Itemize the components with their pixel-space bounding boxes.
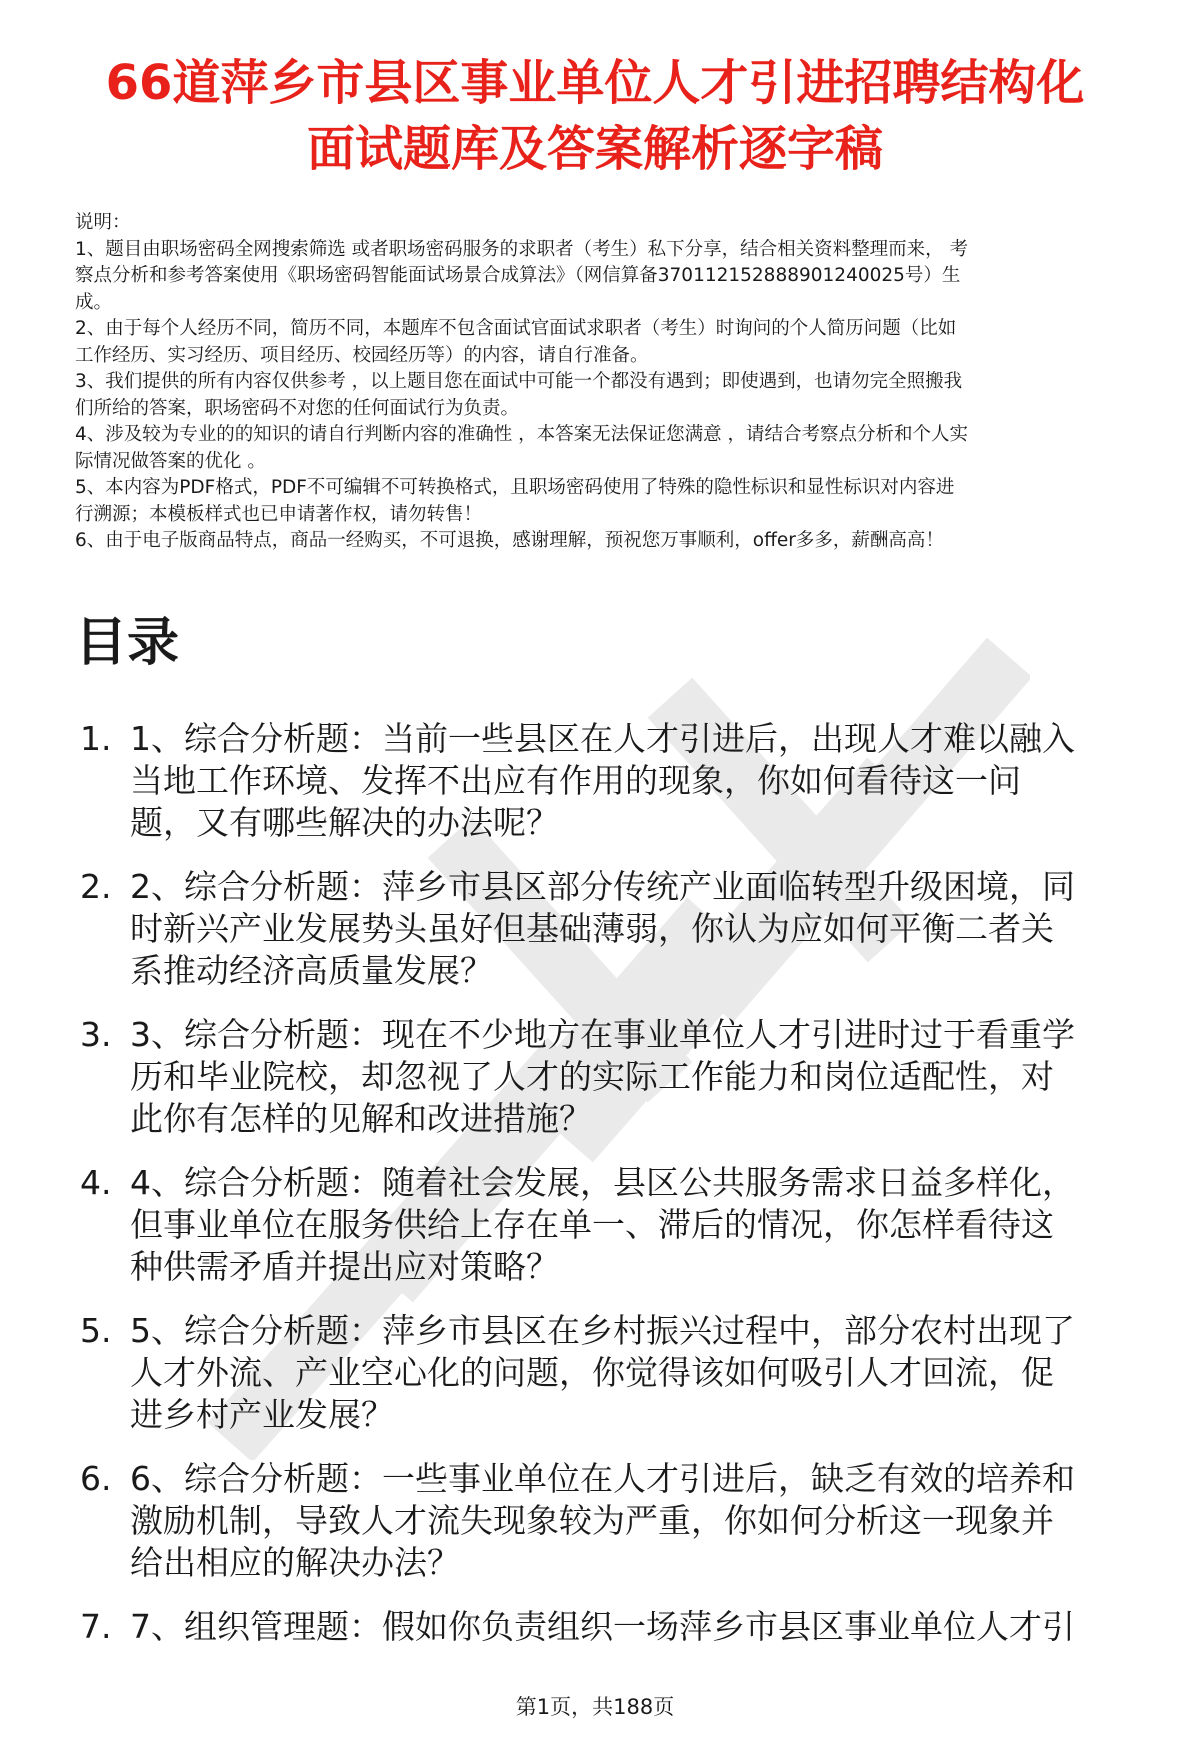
document-title bbox=[60, 50, 1130, 182]
toc-item-number: 2. bbox=[80, 867, 112, 906]
toc-item-number: 5. bbox=[80, 1311, 112, 1350]
toc-item[interactable] bbox=[75, 1014, 1165, 1140]
page-footer: 第1页，共188页 bbox=[515, 1695, 675, 1719]
toc-item-line: 激励机制，导致人才流失现象较为严重，你如何分析这一现象并 bbox=[130, 1501, 1054, 1540]
notes-line: 6、由于电子版商品特点，商品一经购买，不可退换，感谢理解，预祝您万事顺利，offer多多，薪酬高高！ bbox=[75, 530, 944, 551]
notes-line: 5、本内容为PDF格式，PDF不可编辑不可转换格式，且职场密码使用了特殊的隐性标识和显性标识对内容进 bbox=[75, 477, 955, 498]
notes-line: 工作经历、实习经历、项目经历、校园经历等）的内容，请自行准备。 bbox=[75, 344, 649, 366]
toc-list bbox=[75, 718, 1165, 1670]
toc-item-line: 7、组织管理题：假如你负责组织一场萍乡市县区事业单位人才引 bbox=[130, 1607, 1075, 1646]
toc-item-number: 7. bbox=[80, 1607, 112, 1646]
toc-item-line: 4、综合分析题：随着社会发展，县区公共服务需求日益多样化， bbox=[130, 1163, 1075, 1202]
toc-item-line: 题，又有哪些解决的办法呢？ bbox=[130, 803, 559, 842]
notes-line: 3、我们提供的所有内容仅供参考 ，以上题目您在面试中可能一个都没有遇到；即使遇到，也请勿完全照搬我 bbox=[75, 371, 963, 392]
title-line-2: 面试题库及答案解析逐字稿 bbox=[306, 121, 883, 177]
toc-item-line: 5、综合分析题：萍乡市县区在乡村振兴过程中，部分农村出现了 bbox=[130, 1311, 1075, 1350]
toc-item-line: 6、综合分析题：一些事业单位在人才引进后，缺乏有效的培养和 bbox=[130, 1459, 1075, 1498]
toc-item-number: 4. bbox=[80, 1163, 112, 1202]
notes-line: 行溯源；本模板样式也已申请著作权，请勿转售！ bbox=[75, 503, 483, 525]
title-line-1: 66道萍乡市县区事业单位人才引进招聘结构化 bbox=[105, 55, 1085, 111]
notes-line: 际情况做答案的优化 。 bbox=[75, 450, 266, 472]
toc-item-line: 时新兴产业发展势头虽好但基础薄弱，你认为应如何平衡二者关 bbox=[130, 909, 1054, 948]
toc-item[interactable] bbox=[75, 1606, 1165, 1648]
toc-item[interactable] bbox=[75, 718, 1165, 844]
toc-item[interactable] bbox=[75, 1458, 1165, 1584]
notes-line: 2、由于每个人经历不同，简历不同，本题库不包含面试官面试求职者（考生）时询问的个人简历问题（比如 bbox=[75, 318, 957, 339]
notes-line: 成。 bbox=[75, 291, 113, 313]
toc-item-line: 种供需矛盾并提出应对策略？ bbox=[130, 1247, 559, 1286]
toc-item-number: 3. bbox=[80, 1015, 112, 1054]
toc-item-number: 6. bbox=[80, 1459, 112, 1498]
toc-item[interactable] bbox=[75, 1162, 1165, 1288]
toc-item-line: 人才外流、产业空心化的问题，你觉得该如何吸引人才回流，促 bbox=[130, 1353, 1054, 1392]
toc-item-line: 但事业单位在服务供给上存在单一、滞后的情况，你怎样看待这 bbox=[130, 1205, 1054, 1244]
toc-item-line: 2、综合分析题：萍乡市县区部分传统产业面临转型升级困境，同 bbox=[130, 867, 1075, 906]
toc-item-line: 1、综合分析题：当前一些县区在人才引进后，出现人才难以融入 bbox=[130, 719, 1075, 758]
notes-line: 说明： bbox=[75, 212, 131, 233]
toc-item-line: 给出相应的解决办法？ bbox=[130, 1543, 460, 1582]
notes-line: 1、题目由职场密码全网搜索筛选 或者职场密码服务的求职者（考生）私下分享，结合相关资料整理而来， 考 bbox=[75, 238, 969, 260]
toc-item-line: 3、综合分析题：现在不少地方在事业单位人才引进时过于看重学 bbox=[130, 1015, 1075, 1054]
toc-item[interactable] bbox=[75, 1310, 1165, 1436]
toc-item-line: 历和毕业院校，却忽视了人才的实际工作能力和岗位适配性，对 bbox=[130, 1057, 1054, 1096]
notes-line: 察点分析和参考答案使用《职场密码智能面试场景合成算法》（网信算备370112152888901240025号）生 bbox=[75, 265, 961, 286]
toc-item-line: 系推动经济高质量发展？ bbox=[130, 951, 493, 990]
notes-line: 4、涉及较为专业的的知识的请自行判断内容的准确性 ，本答案无法保证您满意 ，请结合考察点分析和个人实 bbox=[75, 424, 969, 445]
toc-item[interactable] bbox=[75, 866, 1165, 992]
notes-section bbox=[75, 210, 1155, 555]
toc-item-line: 当地工作环境、发挥不出应有作用的现象，你如何看待这一问 bbox=[130, 761, 1021, 800]
toc-item-line: 此你有怎样的见解和改进措施？ bbox=[130, 1099, 592, 1138]
toc-item-line: 进乡村产业发展？ bbox=[130, 1395, 394, 1434]
toc-item-number: 1. bbox=[80, 719, 112, 758]
notes-line: 们所给的答案，职场密码不对您的任何面试行为负责。 bbox=[75, 397, 520, 419]
toc-heading: 目录 bbox=[75, 613, 180, 673]
